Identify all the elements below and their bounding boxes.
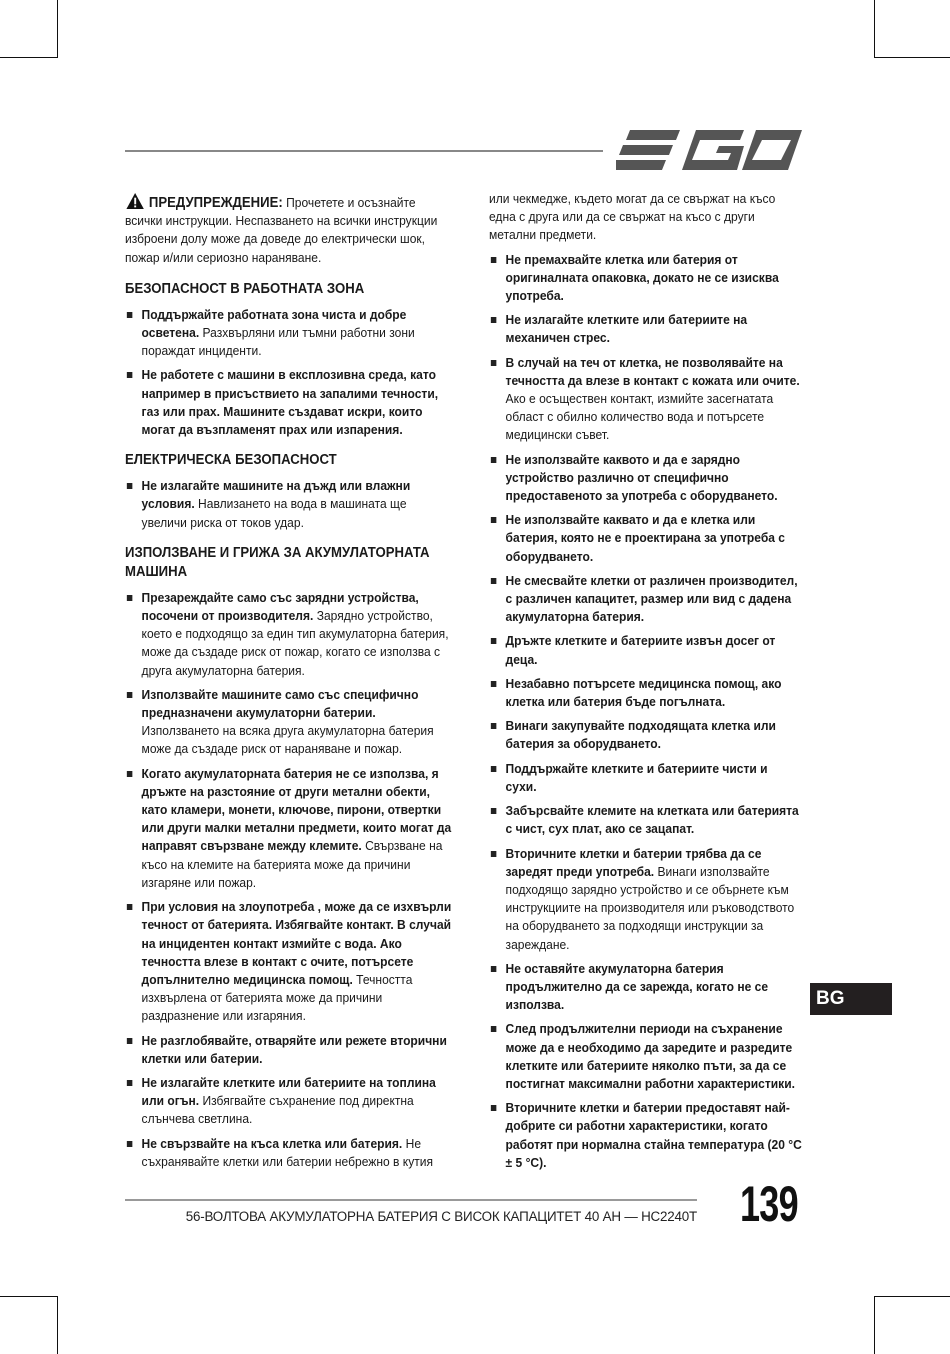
list-item: Вторичните клетки и батерии предоставят най-добрите си работни характеристики, когато работят при нормална стайна температура (20 °C ± 5 °C).	[489, 1099, 802, 1172]
list-item: Не работете с машини в експлозивна среда, като например в присъствието на запалими течности, газ или прах. Машините създават искри, които могат да възпламенят прах или изпарения.	[125, 366, 454, 439]
crop-mark	[874, 1296, 950, 1297]
list-item: Незабавно потърсете медицинска помощ, ако клетка или батерия бъде погълната.	[489, 675, 802, 711]
list-item: Забърсвайте клемите на клетката или батерията с чист, сух плат, ако се зацапат.	[489, 802, 802, 838]
crop-mark	[0, 1296, 58, 1297]
list-item: Дръжте клетките и батериите извън досег от деца.	[489, 632, 802, 668]
language-tab: BG	[810, 983, 892, 1015]
warning-block	[125, 192, 454, 267]
list-item: Поддържайте работната зона чиста и добре осветена. Разхвърляни или тъмни работни зони пораждат инциденти.	[125, 306, 454, 361]
list-item: В случай на теч от клетка, не позволявайте на течността да влезе в контакт с кожата или очите. Ако е осъществен контакт, измийте засегнатата област с обилно количество вода и потърсете медицински съвет.	[489, 354, 802, 445]
list-item: Използвайте машините само със специфично предназначени акумулаторни батерии. Използването на всяка друга акумулаторна батерия може да създаде риск от нараняване и пожар.	[125, 686, 454, 759]
bullet-list	[125, 477, 454, 532]
right-column	[489, 190, 802, 1184]
list-item: Не премахвайте клетка или батерия от оригиналната опаковка, докато не се изисква употреба.	[489, 251, 802, 306]
list-item: След продължителни периоди на съхранение може да е необходимо да заредите и разредите клетките или батериите няколко пъти, за да се постигнат максимални работни характеристики.	[489, 1020, 802, 1093]
list-item: Не свързвайте на къса клетка или батерия. Не съхранявайте клетки или батерии небрежно в кутия	[125, 1135, 454, 1171]
continuation-text: или чекмедже, където могат да се свържат на късо една с друга или да се свържат на късо с други метални предмети.	[489, 191, 776, 243]
crop-mark	[874, 57, 950, 58]
warning-title: ПРЕДУПРЕЖДЕНИЕ:	[148, 195, 283, 211]
crop-mark	[57, 0, 58, 58]
warning-text: Прочетете и осъзнайте всички инструкции. Неспазването на всички инструкции изброени долу може да доведе до електрически шок, пожар и/или сериозно нараняване.	[125, 195, 438, 265]
bullet-list	[125, 589, 454, 1171]
list-item: Не излагайте машините на дъжд или влажни условия. Навлизането на вода в машината ще увеличи риска от токов удар.	[125, 477, 454, 532]
list-item: Вторичните клетки и батерии трябва да се заредят преди употреба. Винаги използвайте подходящо зарядно устройство и се обърнете към инструкциите на производителя или ръководството на оборудването за подходящи инструкции за зареждане.	[489, 845, 802, 954]
bullet-list	[489, 251, 802, 1172]
list-item: Когато акумулаторната батерия не се използва, я дръжте на разстояние от други метални обекти, като кламери, монети, ключове, пирони, отвертки или други малки метални предмети, които могат да направят свързване между клемите. Свързване на късо на клемите на батерията може да причини изгаряне или пожар.	[125, 765, 454, 892]
warning-triangle-icon	[125, 192, 145, 210]
list-item: Не смесвайте клетки от различен производител, с различен капацитет, размер или вид с дадена акумулаторна батерия.	[489, 572, 802, 627]
list-item: Не излагайте клетките или батериите на механичен стрес.	[489, 311, 802, 347]
page-number: 139	[740, 1176, 798, 1232]
left-column	[125, 192, 454, 1183]
crop-mark	[57, 1296, 58, 1354]
crop-mark	[874, 1296, 875, 1354]
list-item: Винаги закупувайте подходящата клетка или батерия за оборудването.	[489, 717, 802, 753]
list-item: Не използвайте каквото и да е зарядно устройство различно от специфично предоставеното за употреба с оборудването.	[489, 451, 802, 506]
section-heading: БЕЗОПАСНОСТ В РАБОТНАТА ЗОНА	[125, 280, 365, 297]
list-item: Не разглобявайте, отваряйте или режете вторични клетки или батерии.	[125, 1032, 454, 1068]
list-item: При условия на злоупотреба , може да се изхвърли течност от батерията. Избягвайте контакт. В случай на инцидентен контакт измийте с вода. Ако течността влезе в контакт с очите, потърсете допълнително медицинска помощ. Течността изхвърлена от батерията може да причини раздразнение или изгаряния.	[125, 898, 454, 1025]
crop-mark	[874, 0, 875, 58]
section-heading: ЕЛЕКТРИЧЕСКА БЕЗОПАСНОСТ	[125, 452, 337, 469]
footer-text: 56-ВОЛТОВА АКУМУЛАТОРНА БАТЕРИЯ С ВИСОК КАПАЦИТЕТ 40 AH — HC2240T	[185, 1209, 697, 1224]
list-item: Не излагайте клетките или батериите на топлина или огън. Избягвайте съхранение под директна слънчева светлина.	[125, 1074, 454, 1129]
list-item: Презареждайте само със зарядни устройства, посочени от производителя. Зарядно устройство, което е подходящо за един тип акумулаторна батерия, може да създаде риск от пожар, когато се използва с друга акумулаторна батерия.	[125, 589, 454, 680]
bullet-list	[125, 306, 454, 439]
list-item: Поддържайте клетките и батериите чисти и сухи.	[489, 760, 802, 796]
header-rule	[125, 150, 603, 152]
crop-mark	[0, 57, 58, 58]
footer-rule	[125, 1199, 697, 1201]
list-item: Не оставяйте акумулаторна батерия продължително да се зарежда, когато не се използва.	[489, 960, 802, 1015]
list-item: Не използвайте каквато и да е клетка или батерия, която не е проектирана за употреба с оборудването.	[489, 511, 802, 566]
section-heading: ИЗПОЛЗВАНЕ И ГРИЖА ЗА АКУМУЛАТОРНАТА МАШИНА	[125, 544, 430, 580]
ego-logo	[616, 128, 802, 172]
